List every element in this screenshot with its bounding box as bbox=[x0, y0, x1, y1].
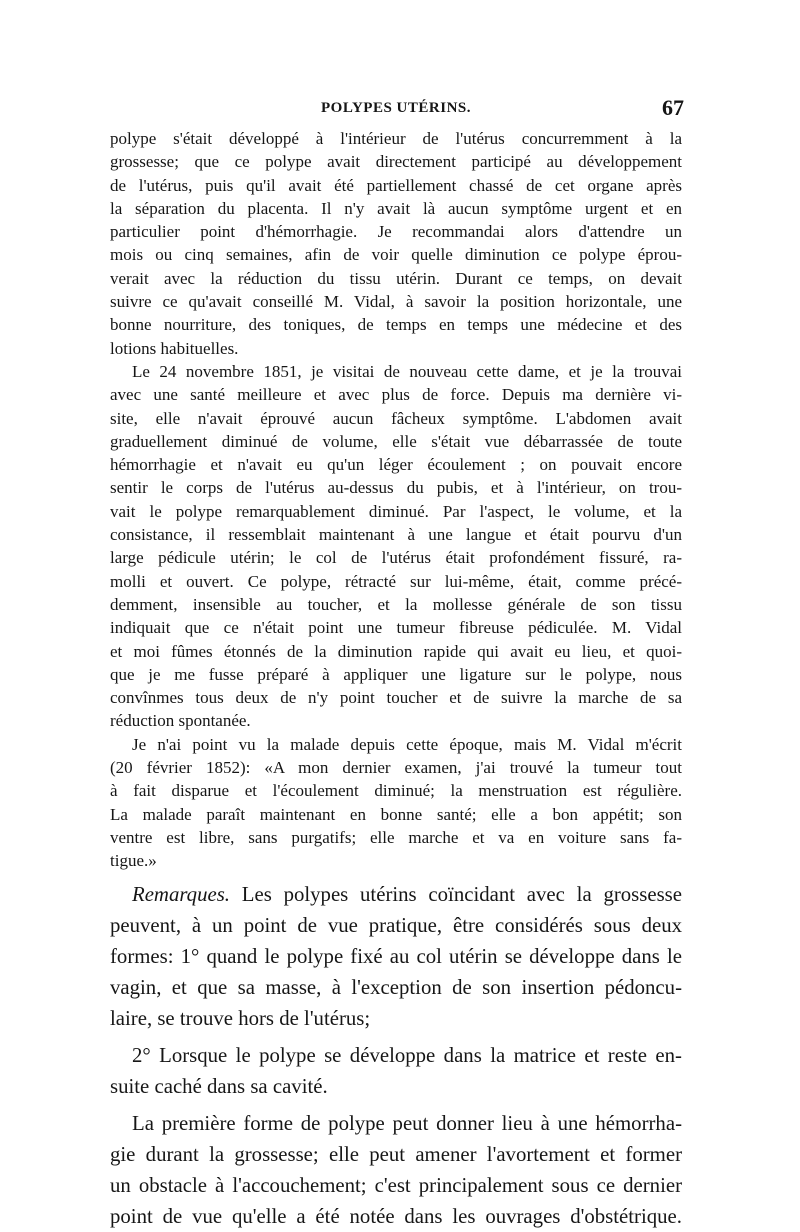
text-line: polype s'était développé à l'intérieur de l'utérus concurremment à la bbox=[110, 129, 682, 148]
text-line: un obstacle à l'accouchement; c'est principalement sous ce dernier bbox=[110, 1173, 682, 1197]
text-line: vagin, et que sa masse, à l'exception de son insertion pédoncu- bbox=[110, 975, 682, 999]
case-report-section bbox=[110, 127, 682, 873]
text-line: La première forme de polype peut donner lieu à une hémorrha- bbox=[132, 1111, 682, 1135]
text-line: consistance, il ressemblait maintenant à une langue et était pourvu d'un bbox=[110, 525, 682, 545]
paragraph-1 bbox=[110, 127, 682, 360]
text-line: mois ou cinq semaines, afin de voir quelle diminution ce polype éprou- bbox=[110, 245, 682, 265]
text-line: large pédicule utérin; le col de l'utérus était profondément fissuré, ra- bbox=[110, 548, 682, 568]
text-line: indiquait que ce n'était point une tumeur fibreuse pédiculée. M. Vidal bbox=[110, 618, 682, 638]
text-line: la séparation du placenta. Il n'y avait là aucun symptôme urgent et en bbox=[110, 198, 682, 218]
text-line: formes: 1° quand le polype fixé au col utérin se développe dans le bbox=[110, 944, 682, 968]
text-line: verait avec la réduction du tissu utérin. Durant ce temps, on devait bbox=[110, 268, 682, 288]
text-line: molli et ouvert. Ce polype, rétracté sur lui-même, était, comme précé- bbox=[110, 571, 682, 591]
text-line: et moi fûmes étonnés de la diminution rapide qui avait eu lieu, et quoi- bbox=[110, 641, 682, 661]
paragraph-3 bbox=[110, 733, 682, 873]
paragraph-6 bbox=[110, 1108, 682, 1232]
text-line: Je n'ai point vu la malade depuis cette époque, mais M. Vidal m'écrit bbox=[132, 734, 682, 754]
remarks-first-line: Les polypes utérins coïncidant avec la grossesse bbox=[230, 882, 682, 906]
running-head bbox=[110, 95, 684, 124]
text-line: réduction spontanée. bbox=[110, 711, 251, 731]
text-line: ventre est libre, sans purgatifs; elle marche et va en voiture sans fa- bbox=[110, 827, 682, 847]
text-line: suite caché dans sa cavité. bbox=[110, 1074, 328, 1098]
text-line: de l'utérus, puis qu'il avait été partiellement chassé de cet organe après bbox=[110, 175, 682, 195]
text-line: sentir le corps de l'utérus au-dessus du pubis, et à l'intérieur, on trou- bbox=[110, 478, 682, 498]
text-line: peuvent, à un point de vue pratique, être considérés sous deux bbox=[110, 913, 682, 937]
text-line: laire, se trouve hors de l'utérus; bbox=[110, 1006, 371, 1030]
page-number: 67 bbox=[662, 95, 684, 120]
text-line: hémorrhagie et n'avait eu qu'un léger écoulement ; on pouvait encore bbox=[110, 455, 682, 475]
text-line: gie durant la grossesse; elle peut amener l'avortement et former bbox=[110, 1142, 682, 1166]
text-line: La malade paraît maintenant en bonne santé; elle a bon appétit; son bbox=[110, 804, 682, 824]
text-line: site, elle n'avait éprouvé aucun fâcheux symptôme. L'abdomen avait bbox=[110, 408, 682, 428]
text-line bbox=[110, 879, 682, 910]
text-line: à fait disparue et l'écoulement diminué; la menstruation est régulière. bbox=[110, 781, 682, 801]
text-line: (20 février 1852): «A mon dernier examen, j'ai trouvé la tumeur tout bbox=[110, 758, 682, 778]
text-line: point de vue qu'elle a été notée dans les ouvrages d'obstétrique. bbox=[110, 1204, 682, 1228]
text-line: 2° Lorsque le polype se développe dans la matrice et reste en- bbox=[132, 1043, 682, 1067]
text-line: lotions habituelles. bbox=[110, 338, 239, 358]
text-line: que je me fusse préparé à appliquer une ligature sur le polype, nous bbox=[110, 664, 682, 684]
paragraph-5 bbox=[110, 1040, 682, 1102]
text-line: grossesse; que ce polype avait directement participé au développement bbox=[110, 152, 682, 172]
text-line: avec une santé meilleure et avec plus de force. Depuis ma dernière vi- bbox=[110, 385, 682, 405]
text-line: graduellement diminué de volume, elle s'était vue débarrassée de toute bbox=[110, 431, 682, 451]
text-line: suivre ce qu'avait conseillé M. Vidal, à savoir la position horizontale, une bbox=[110, 292, 682, 312]
text-line: tigue.» bbox=[110, 851, 157, 871]
text-line: convînmes tous deux de n'y point toucher et de suivre la marche de sa bbox=[110, 688, 682, 708]
remarks-section bbox=[110, 879, 682, 1232]
paragraph-4 bbox=[110, 879, 682, 1034]
text-line: Le 24 novembre 1851, je visitai de nouveau cette dame, et je la trouvai bbox=[132, 361, 682, 381]
paragraph-2 bbox=[110, 360, 682, 733]
body-text bbox=[110, 127, 682, 1232]
text-line: demment, insensible au toucher, et la mollesse générale de son tissu bbox=[110, 594, 682, 614]
running-title: POLYPES UTÉRINS. bbox=[321, 100, 471, 116]
text-line: bonne nourriture, des toniques, de temps en temps une médecine et des bbox=[110, 315, 682, 335]
text-line: vait le polype remarquablement diminué. Par l'aspect, le volume, et la bbox=[110, 501, 682, 521]
text-line: particulier point d'hémorrhagie. Je recommandai alors d'attendre un bbox=[110, 222, 682, 242]
remarks-label: Remarques. bbox=[132, 882, 230, 906]
